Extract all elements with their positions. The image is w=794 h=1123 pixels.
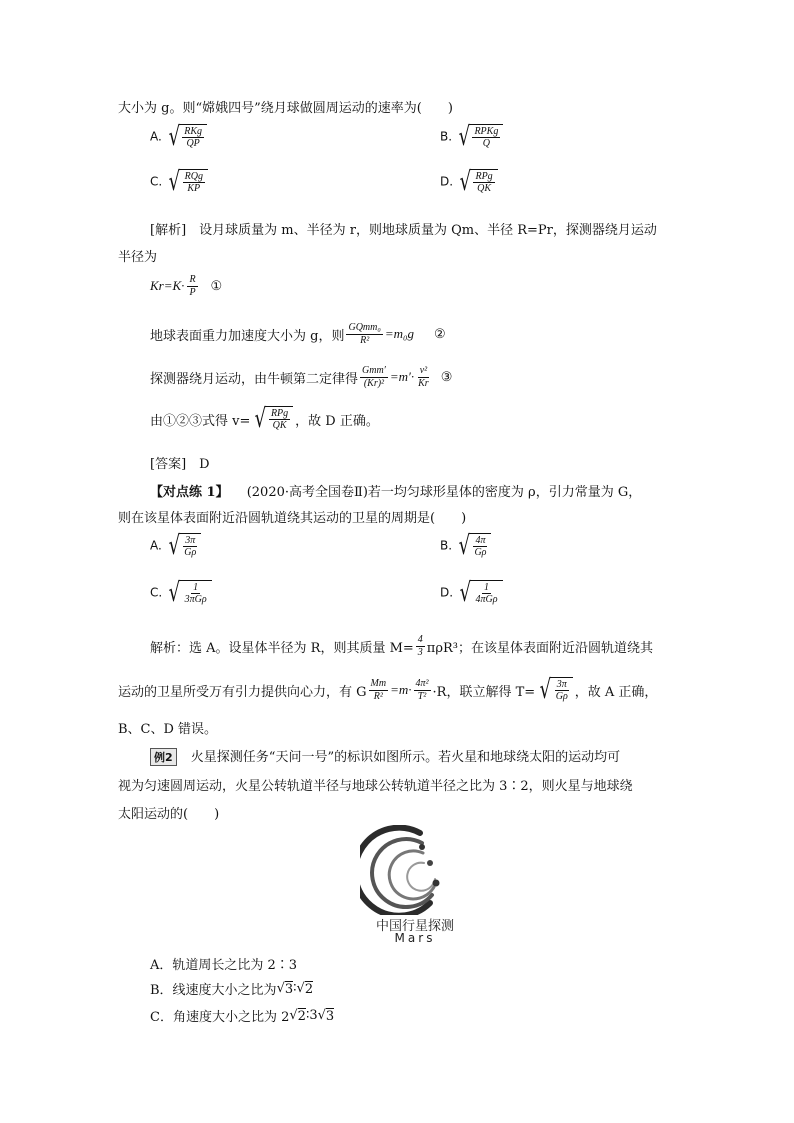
example2-line-2: 视为匀速圆周运动，火星公转轨道半径与地球公转轨道半径之比为 3∶2，则火星与地球绕 bbox=[118, 779, 633, 794]
option-label: A. bbox=[150, 129, 162, 144]
example2-option-a: A．轨道周长之比为 2∶3 bbox=[150, 958, 298, 973]
eq4-tail: ，故 D 正确。 bbox=[295, 413, 379, 429]
option-label: A. bbox=[150, 538, 162, 553]
option-a bbox=[150, 124, 207, 150]
logo-cn-text: 中国行星探测 bbox=[375, 919, 454, 934]
sqrt-expression: √ $\frac{\text{RQg}}{KP}$ bbox=[166, 169, 208, 195]
mars-logo bbox=[360, 825, 470, 945]
sqrt-value: 3 bbox=[284, 981, 294, 997]
practice-option-a bbox=[150, 533, 201, 559]
sol1b: πρR³；在该星体表面附近沿圆轨道绕其 bbox=[426, 640, 653, 656]
option-label: C. bbox=[150, 585, 163, 600]
sqrt-symbol: √ bbox=[296, 981, 305, 996]
sqrt-expression: √ $\frac{\text{RPg}}{QK}$ bbox=[252, 406, 293, 432]
option-label: B. bbox=[440, 129, 453, 144]
practice-tag: 【对点练 1】 bbox=[150, 485, 229, 500]
example2-option-b bbox=[150, 979, 313, 998]
sol2-fraction-2: $\frac{\text{4π²}}{\text{T²}}$ bbox=[415, 678, 429, 702]
eq3-fraction: $\frac{\text{Gmm′}}{\text{(Kr)²}}$ bbox=[362, 365, 386, 389]
equation-2 bbox=[150, 322, 446, 346]
option-label: B. bbox=[440, 538, 453, 553]
option-d bbox=[440, 169, 498, 195]
sqrt-expression: √ $\frac{\text{RPKg}}{Q}$ bbox=[456, 124, 503, 150]
example2-line-3: 太阳运动的( ) bbox=[118, 807, 220, 822]
eq2-fraction: $\frac{\text{GQmm₀}}{\text{R²}}$ bbox=[348, 322, 381, 346]
solution-line-3: B、C、D 错误。 bbox=[118, 722, 218, 737]
option-label: D. bbox=[440, 174, 454, 189]
ratio-separator: ∶ bbox=[293, 981, 297, 996]
sol2-fraction: $\frac{Mm}{\text{R²}}$ bbox=[370, 678, 387, 702]
sqrt-symbol: √ bbox=[276, 981, 285, 996]
eq3-mid: =m′· bbox=[389, 369, 415, 384]
eq1-fraction: $\frac{R}{P}$ bbox=[189, 274, 196, 298]
equation-1 bbox=[150, 274, 222, 298]
option-c bbox=[150, 169, 208, 195]
eq3-text: 探测器绕月运动，由牛顿第二定律得 bbox=[150, 371, 359, 387]
sol2c: ·R，联立解得 T= bbox=[432, 684, 536, 700]
answer: [答案] D bbox=[150, 457, 210, 472]
practice-line-1 bbox=[150, 481, 641, 500]
question-tail: 大小为 g。则“嫦娥四号”绕月球做圆周运动的速率为( ) bbox=[118, 101, 453, 116]
practice-text-1: (2020·高考全国卷Ⅱ)若一均匀球形星体的密度为 ρ，引力常量为 G， bbox=[246, 485, 642, 500]
option-c-text: C．角速度大小之比为 2 bbox=[150, 1010, 290, 1025]
sqrt-expression: √ $\frac{1}{\text{4πGρ}}$ bbox=[457, 580, 503, 606]
option-b-text: B．线速度大小之比为 bbox=[150, 983, 277, 998]
sqrt-expression: √ $\frac{3\pi}{G\rho}$ bbox=[537, 677, 573, 703]
sqrt-value: 2 bbox=[297, 1008, 306, 1024]
eq2-mark: ② bbox=[434, 326, 446, 342]
sqrt-symbol: √ bbox=[289, 1008, 298, 1023]
example2-line-1 bbox=[150, 746, 620, 766]
eq4-text: 由①②③式得 v= bbox=[150, 413, 251, 429]
analysis-line-2: 半径为 bbox=[118, 250, 158, 265]
analysis-line-1: [解析] 设月球质量为 m、半径为 r，则地球质量为 Qm、半径 R=Pr，探测器绕月运动 bbox=[150, 223, 657, 238]
practice-option-d bbox=[440, 580, 503, 606]
example2-option-c bbox=[150, 1006, 334, 1025]
practice-option-b bbox=[440, 533, 491, 559]
sol1-fraction: $\frac{4}{3}$ bbox=[417, 634, 423, 658]
logo-en-text: Mars bbox=[394, 931, 436, 945]
example2-text-1: 火星探测任务“天问一号”的标识如图所示。若火星和地球绕太阳的运动均可 bbox=[190, 750, 621, 765]
sqrt-expression: √ $\frac{\text{RKg}}{QP}$ bbox=[166, 124, 207, 150]
eq1-left: Kr=K· bbox=[150, 278, 185, 293]
practice-option-c bbox=[150, 580, 212, 606]
practice-line-2: 则在该星体表面附近沿圆轨道绕其运动的卫星的周期是( ) bbox=[118, 511, 467, 526]
solution-line-1 bbox=[150, 634, 653, 658]
mars-logo-icon bbox=[360, 825, 470, 915]
sqrt-expression: √ $\frac{3\pi}{G\rho}$ bbox=[166, 533, 202, 559]
sol2d: ，故 A 正确， bbox=[574, 684, 658, 700]
eq1-mark: ① bbox=[210, 278, 223, 294]
sqrt-expression: √ $\frac{1}{\text{3πGρ}}$ bbox=[166, 580, 212, 606]
eq2-text: 地球表面重力加速度大小为 g，则 bbox=[150, 328, 345, 344]
equation-4 bbox=[150, 406, 379, 432]
option-b bbox=[440, 124, 503, 150]
sol1a: 解析：选 A。设星体半径为 R，则其质量 M= bbox=[150, 640, 414, 656]
sqrt-symbol: √ bbox=[317, 1008, 326, 1023]
sqrt-expression: √ $\frac{\text{RPg}}{QK}$ bbox=[457, 169, 498, 195]
solution-line-2 bbox=[118, 677, 657, 703]
eq2-right: =m₀g bbox=[384, 326, 415, 341]
equation-3 bbox=[150, 365, 452, 389]
sqrt-value: 2 bbox=[304, 981, 314, 997]
sol2a: 运动的卫星所受万有引力提供向心力，有 G bbox=[118, 684, 367, 700]
eq3-fraction-2: $\frac{\text{v²}}{Kr}$ bbox=[418, 365, 429, 389]
sqrt-expression: √ $\frac{4\pi}{G\rho}$ bbox=[456, 533, 492, 559]
eq3-mark: ③ bbox=[440, 369, 453, 385]
sol2b: =m· bbox=[390, 682, 412, 697]
sqrt-value: 3 bbox=[325, 1008, 335, 1024]
option-label: C. bbox=[150, 174, 163, 189]
ratio-separator: ∶3 bbox=[305, 1008, 318, 1023]
example-tag: 例2 bbox=[150, 748, 177, 766]
option-label: D. bbox=[440, 585, 454, 600]
